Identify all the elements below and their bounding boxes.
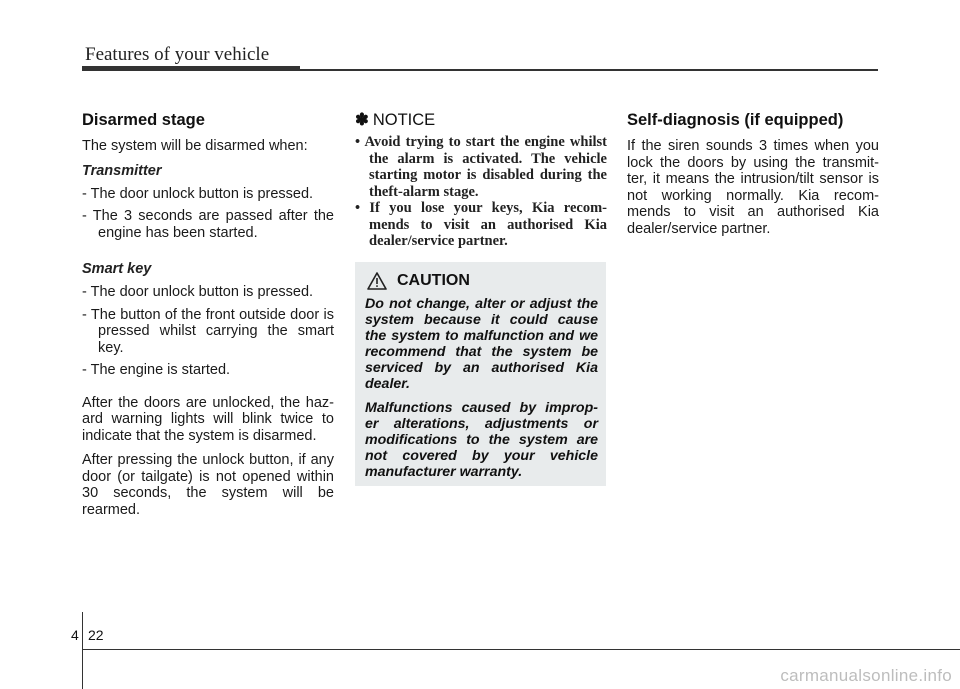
column-disarmed-stage [82,110,334,526]
caution-paragraph: Do not change, alter or adjust the system because it could cause the system to malfunction and we recommend that the system be serviced by an authorised Kia dealer. [365,296,598,392]
self-diagnosis-heading: Self-diagnosis (if equipped) [627,111,844,129]
header-rule-thick [82,66,300,71]
list-item: - The door unlock button is pressed. [82,185,314,202]
transmitter-list [82,186,334,242]
hazard-paragraph: After the doors are unlocked, the haz- ard warning lights will blink twice to indicate that the system is disarmed. [82,394,334,444]
disarmed-intro: The system will be disarmed when: [82,138,308,154]
warning-triangle-icon [367,272,387,290]
header-rule-thin [300,69,878,71]
caution-paragraph: Malfunctions caused by improp- er alterations, adjustments or modifications to the system are not covered by your vehicle manufacturer warranty. [365,400,598,480]
notice-list [355,134,607,250]
header-title: Features of your vehicle [85,44,270,65]
list-item: - The engine is started. [82,362,231,378]
page-number: 22 [88,627,104,643]
caution-title: CAUTION [397,272,470,289]
smart-key-list [82,284,334,379]
caution-header [365,272,598,290]
notice-star-icon: ✽ [355,111,369,129]
list-item: • Avoid trying to start the engine whilst the alarm is activated. The vehicle starting motor is disabled during the theft-alarm stage. [355,134,607,200]
disarmed-stage-heading: Disarmed stage [82,111,205,129]
smart-key-subheading: Smart key [82,261,152,277]
caution-box [355,262,606,486]
rearm-paragraph: After pressing the unlock button, if any door (or tailgate) is not opened within 30 seconds, the system will be rearmed. [82,452,334,518]
notice-title: NOTICE [372,111,436,129]
self-diagnosis-body: If the siren sounds 3 times when you lock the doors by using the transmit- ter, it means the intrusion/tilt sensor is not working normally. Kia recom- mends to visit an authorised Kia dealer/service partner. [627,138,879,237]
column-self-diagnosis [627,110,879,245]
chapter-number: 4 [71,627,79,643]
footer-horizontal-rule [82,649,960,650]
notice-heading [355,110,607,130]
footer-vertical-rule [82,612,83,689]
column-notice [355,110,607,250]
list-item: • If you lose your keys, Kia recom- mends to visit an authorised Kia dealer/service partner. [355,200,607,249]
watermark: carmanualsonline.info [780,666,952,685]
list-item: - The 3 seconds are passed after the engine has been started. [82,208,334,241]
list-item: - The door unlock button is pressed. [82,284,314,300]
list-item: - The button of the front outside door is pressed whilst carrying the smart key. [82,306,334,356]
transmitter-subheading: Transmitter [82,162,162,179]
